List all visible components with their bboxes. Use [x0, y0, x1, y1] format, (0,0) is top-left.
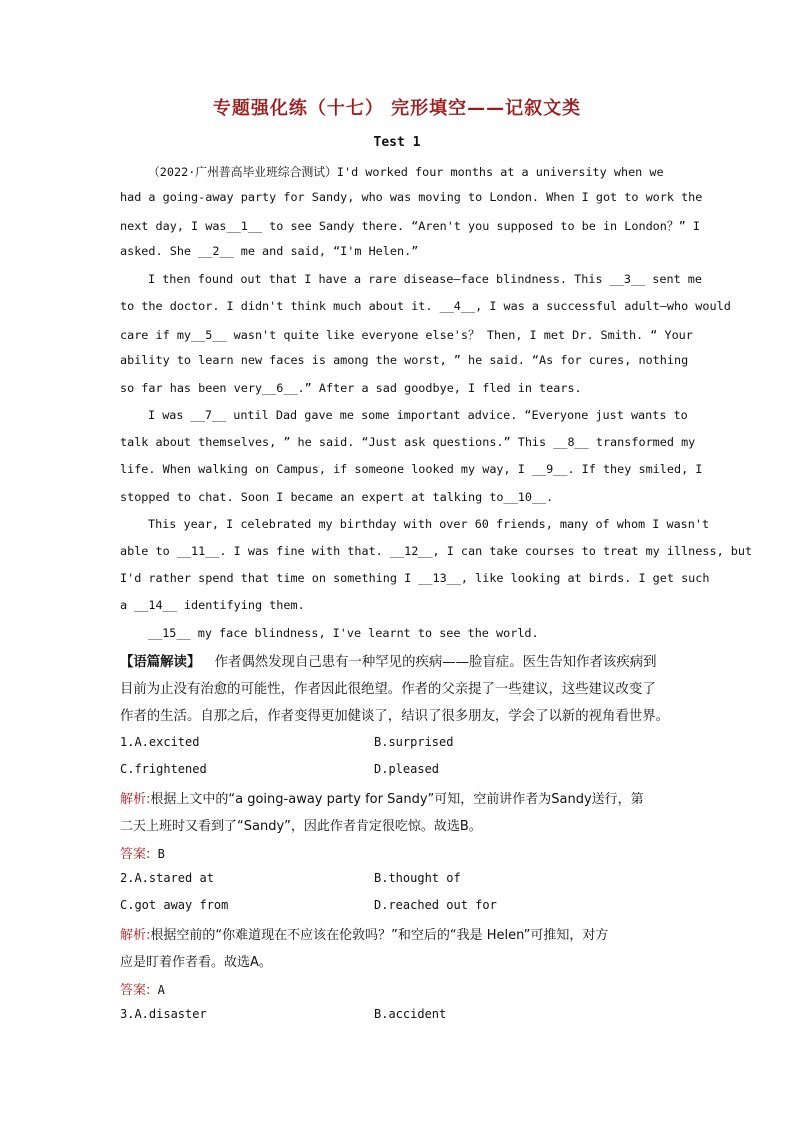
summary-line: 作者的生活。自那之后，作者变得更加健谈了，结识了很多朋友，学会了以新的视角看世界。	[120, 709, 670, 724]
passage-line: had a going-away party for Sandy, who was moving to London. When I got to work the	[120, 190, 703, 204]
passage-line: asked. She __2__ me and said, “I'm Helen.”	[120, 244, 419, 258]
passage-line: stopped to chat. Soon I became an expert at talking to__10__.	[120, 490, 554, 504]
answer-line	[120, 843, 165, 862]
passage-line: This year, I celebrated my birthday with over 60 friends, many of whom I wasn't	[148, 517, 710, 531]
summary-line: 【语篇解读】 作者偶然发现自己患有一种罕见的疾病——脸盲症。医生告知作者该疾病到	[120, 655, 657, 670]
answer-value: B	[157, 847, 165, 861]
option-b: B.accident	[374, 1007, 447, 1021]
analysis-line: 解析:根据空前的“你难道现在不应该在伦敦吗？”和空后的“我是 Helen”可推知，对方	[120, 928, 609, 943]
analysis-label: 解析:	[120, 792, 151, 807]
passage-line: I was __7__ until Dad gave me some important advice. “Everyone just wants to	[148, 408, 688, 422]
option-a: 3.A.disaster	[120, 1007, 207, 1021]
answer-label: 答案:	[120, 983, 151, 998]
analysis-label: 解析:	[120, 928, 151, 943]
analysis-line: 解析:根据上文中的“a going-away party for Sandy”可知，空前讲作者为Sandy送行，第	[120, 792, 644, 807]
option-a: 1.A.excited	[120, 735, 200, 749]
passage-line: next day, I was__1__ to see Sandy there. “Aren't you supposed to be in London？” I	[120, 219, 700, 233]
passage-line: （2022·广州普高毕业班综合测试）I'd worked four months at a university when we	[148, 165, 664, 179]
passage-line: talk about themselves, ” he said. “Just ask questions.” This __8__ transformed my	[120, 435, 696, 449]
option-c: C.frightened	[120, 762, 207, 776]
passage-line: __15__ my face blindness, I've learnt to see the world.	[148, 626, 539, 640]
option-d: D.reached out for	[374, 898, 497, 912]
answer-value: A	[157, 983, 165, 997]
passage-line: able to __11__. I was fine with that. __12__, I can take courses to treat my illness, but	[120, 544, 753, 558]
option-b: B.thought of	[374, 871, 461, 885]
summary-line: 目前为止没有治愈的可能性，作者因此很绝望。作者的父亲提了一些建议，这些建议改变了	[120, 682, 656, 697]
option-b: B.surprised	[374, 735, 454, 749]
analysis-line: 应是盯着作者看。故选A。	[120, 955, 272, 970]
answer-label: 答案:	[120, 847, 151, 862]
passage-line: I'd rather spend that time on something I __13__, like looking at birds. I get such	[120, 571, 710, 585]
passage-line: so far has been very__6__.” After a sad goodbye, I fled in tears.	[120, 381, 582, 395]
analysis-line: 二天上班时又看到了“Sandy”，因此作者肯定很吃惊。故选B。	[120, 819, 482, 834]
passage-line: care if my__5__ wasn't quite like everyone else's？ Then, I met Dr. Smith. “ Your	[120, 328, 693, 342]
passage-line: life. When walking on Campus, if someone looked my way, I __9__. If they smiled, I	[120, 462, 703, 476]
answer-line	[120, 979, 165, 998]
page-title: 专题强化练（十七） 完形填空——记叙文类	[212, 98, 582, 119]
option-d: D.pleased	[374, 762, 440, 776]
option-a: 2.A.stared at	[120, 871, 214, 885]
passage-line: ability to learn new faces is among the worst, ” he said. “As for cures, nothing	[120, 353, 689, 367]
test-label: Test 1	[373, 135, 421, 150]
summary-label: 【语篇解读】	[120, 655, 201, 670]
option-c: C.got away from	[120, 898, 229, 912]
passage-line: I then found out that I have a rare disease—face blindness. This __3__ sent me	[148, 272, 702, 286]
passage-line: to the doctor. I didn't think much about it. __4__, I was a successful adult—who would	[120, 299, 731, 313]
passage-line: a __14__ identifying them.	[120, 598, 305, 612]
